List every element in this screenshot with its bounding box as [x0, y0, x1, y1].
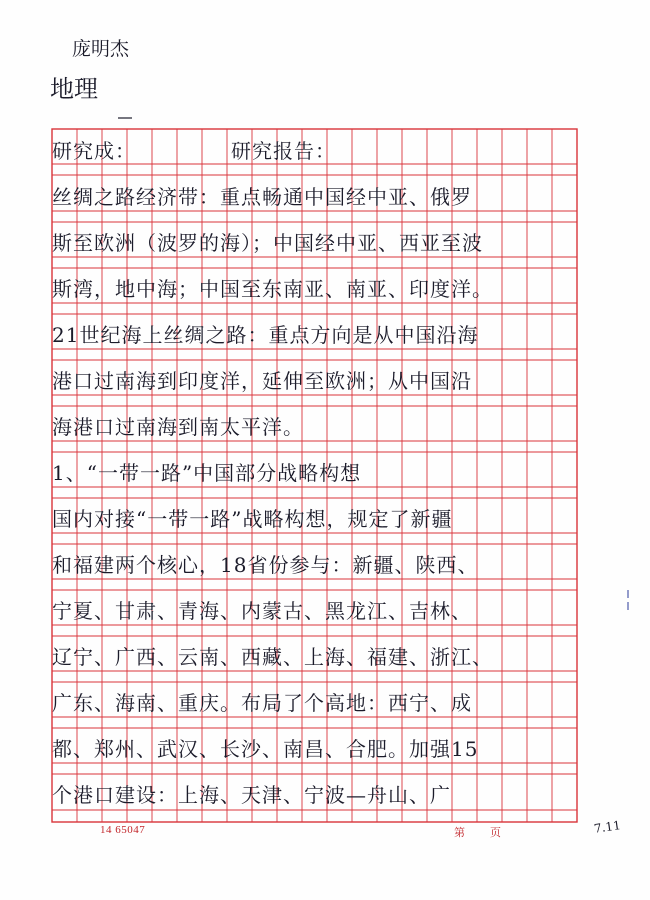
text-line: 港口过南海到印度洋，延伸至欧洲；从中国沿	[52, 369, 472, 393]
text-line: 1、“一带一路”中国部分战略构想	[52, 461, 362, 485]
text-line: 辽宁、广西、云南、西藏、上海、福建、浙江、	[52, 645, 493, 669]
text-line: 宁夏、甘肃、青海、内蒙古、黑龙江、吉林、	[52, 599, 472, 623]
text-line: 海港口过南海到南太平洋。	[52, 415, 304, 439]
paper-code: 14 65047	[100, 824, 146, 836]
author-name: 庞明杰	[72, 38, 130, 60]
page-number: 7.11	[593, 818, 622, 836]
page-label-di: 第	[454, 827, 465, 839]
subject-heading: 地理	[50, 75, 98, 103]
text-line: 21世纪海上丝绸之路：重点方向是从中国沿海	[52, 323, 479, 347]
text-line: 和福建两个核心，18省份参与：新疆、陕西、	[52, 553, 479, 577]
text-line: 斯至欧洲（波罗的海）；中国经中亚、西亚至波	[52, 231, 483, 255]
page-label-ye: 页	[490, 827, 501, 839]
text-line: 丝绸之路经济带：重点畅通中国经中亚、俄罗	[52, 185, 472, 209]
text-line: 斯湾，地中海；中国至东南亚、南亚、印度洋。	[52, 277, 493, 301]
text-line: 广东、海南、重庆。布局了个高地：西宁、成	[52, 691, 472, 715]
text-line: 国内对接“一带一路”战略构想，规定了新疆	[52, 507, 453, 531]
text-line: 都、郑州、武汉、长沙、南昌、合肥。加强15	[52, 737, 479, 761]
text-line: 研究成： 研究报告：	[52, 139, 336, 163]
text-line: 个港口建设：上海、天津、宁波—舟山、广	[52, 783, 451, 807]
